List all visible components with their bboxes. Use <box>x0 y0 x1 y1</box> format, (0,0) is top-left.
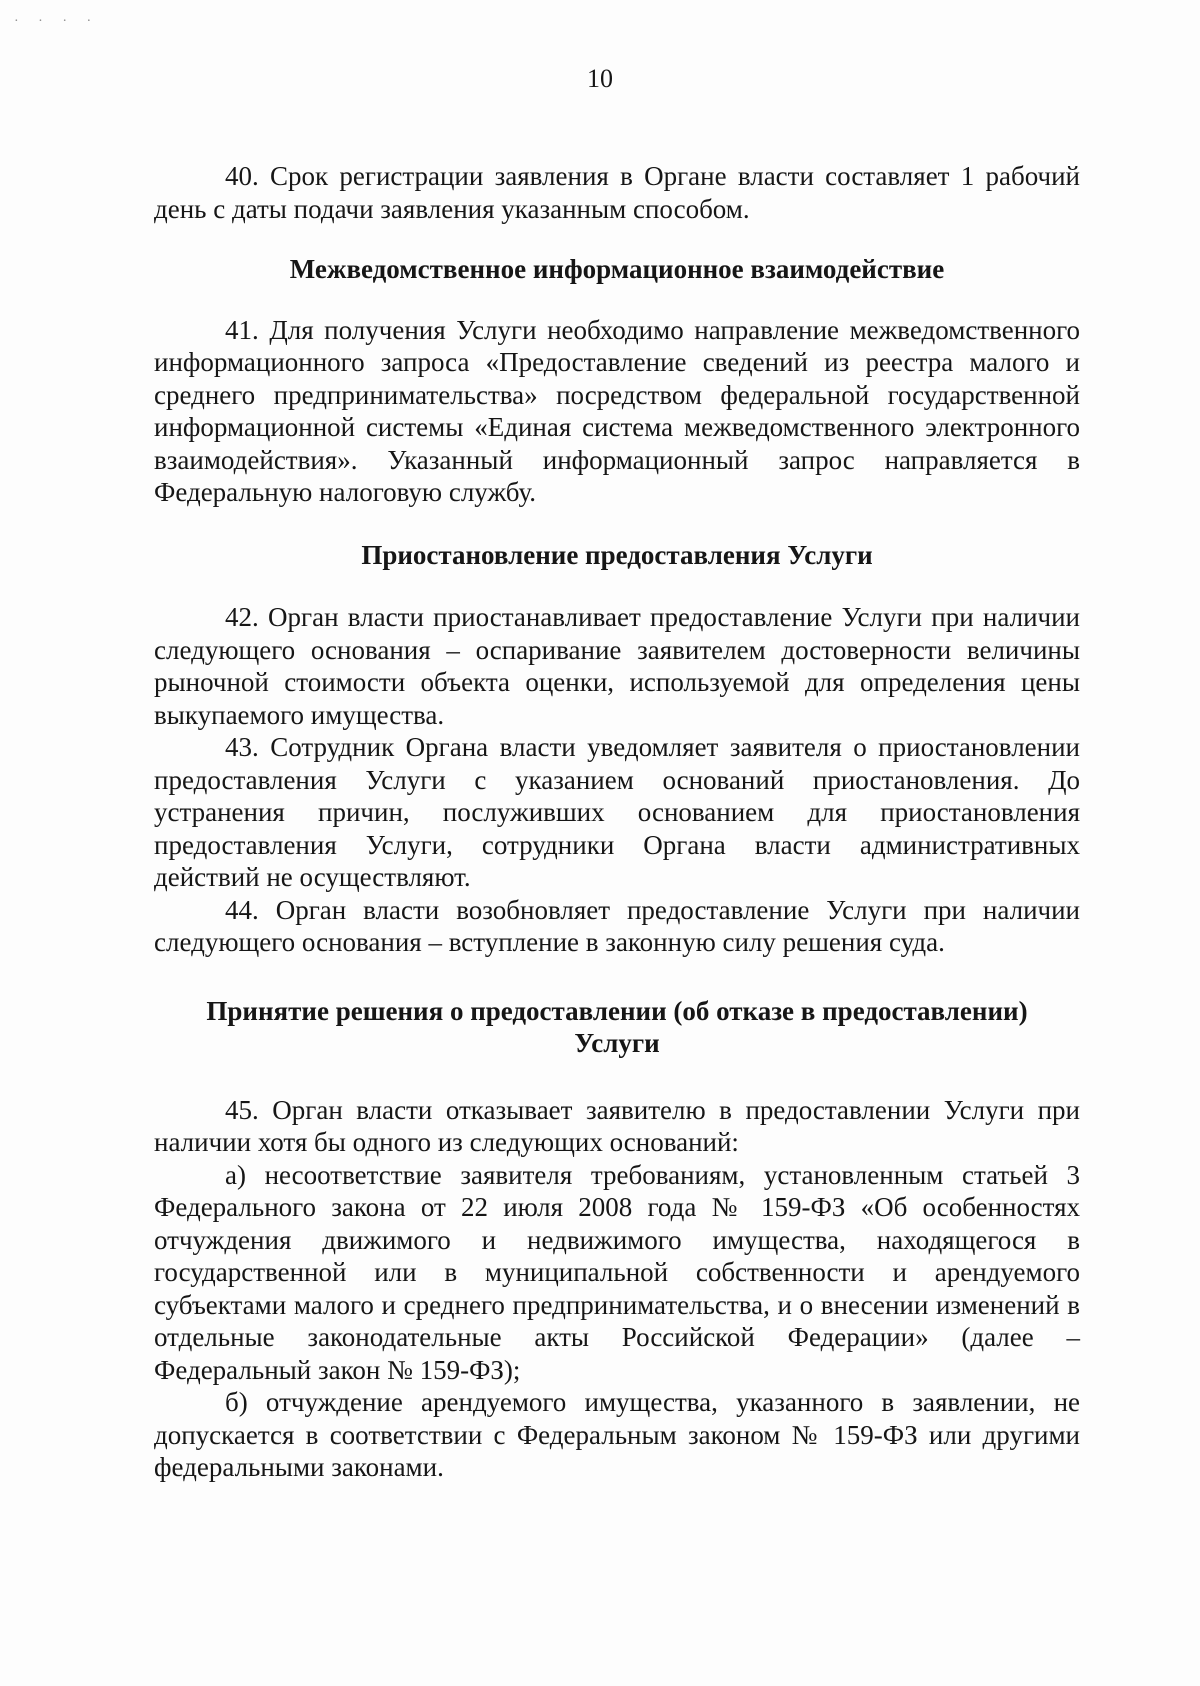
paragraph-45-a: а) несоответствие заявителя требованиям, установленным статьей 3 Федерального закона от 22 июля 2008 года № 159-ФЗ «Об особенностях отчуждения движимого и недвижимого имущества, находящегося в государственной или в муниципальной собственности и арендуемого субъектами малого и среднего предпринимательства, и о внесении изменений в отдельные законодательные акты Российской Федерации» (далее – Федеральный закон № 159-ФЗ); <box>154 1159 1080 1385</box>
heading-decision <box>154 995 1080 1060</box>
paragraph-43: 43. Сотрудник Органа власти уведомляет заявителя о приостановлении предоставления Услуги с указанием оснований приостановления. До устранения причин, послуживших основанием для приостановления предоставления Услуги, сотрудники Органа власти административных действий не осуществляют. <box>154 732 1080 892</box>
paragraph-45-b: б) отчуждение арендуемого имущества, указанного в заявлении, не допускается в соответствии с Федеральным законом № 159-ФЗ или другими федеральными законами. <box>154 1387 1080 1482</box>
heading-decision-line1: Принятие решения о предоставлении (об отказе в предоставлении) <box>206 995 1028 1026</box>
heading-suspension: Приостановление предоставления Услуги <box>361 539 873 570</box>
paragraph-40: 40. Срок регистрации заявления в Органе власти составляет 1 рабочий день с даты подачи заявления указанным способом. <box>154 161 1080 224</box>
heading-interagency-interaction: Межведомственное информационное взаимодействие <box>289 254 945 284</box>
paragraph-45: 45. Орган власти отказывает заявителю в предоставлении Услуги при наличии хотя бы одного из следующих оснований: <box>154 1094 1080 1157</box>
paragraph-42: 42. Орган власти приостанавливает предоставление Услуги при наличии следующего основания – оспаривание заявителем достоверности величины рыночной стоимости объекта оценки, используемой для определения цены выкупаемого имущества. <box>154 602 1080 730</box>
paragraph-41: 41. Для получения Услуги необходимо направление межведомственного информационного запроса «Предоставление сведений из реестра малого и среднего предпринимательства» посредством федеральной государственной информационной системы «Единая система межведомственного электронного взаимодействия». Указанный информационный запрос направляется в Федеральную налоговую службу. <box>154 314 1080 507</box>
document-body <box>154 160 1080 1484</box>
heading-decision-line2: Услуги <box>574 1028 660 1058</box>
paragraph-44: 44. Орган власти возобновляет предоставление Услуги при наличии следующего основания – вступление в законную силу решения суда. <box>154 894 1080 957</box>
scan-specks: · · · · <box>14 14 100 29</box>
page-number: 10 <box>587 64 613 93</box>
